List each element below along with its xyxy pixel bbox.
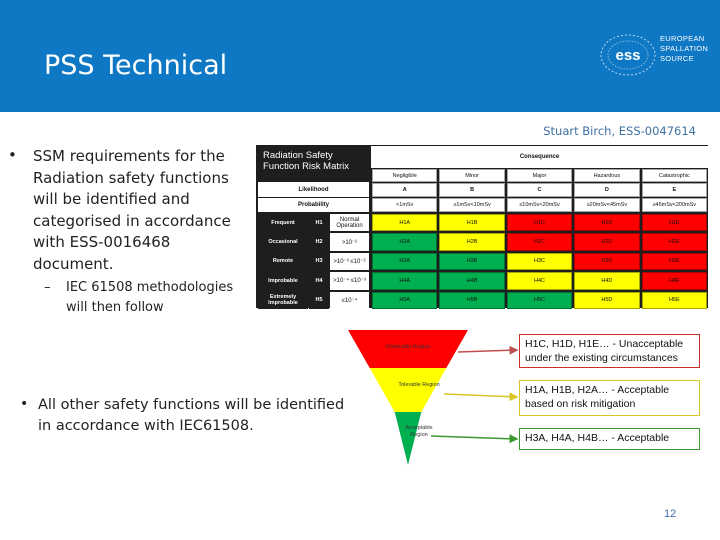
dose-range: ≥20mSv<45mSv [574,198,639,212]
other-safety-functions-text: All other safety functions will be identified in accordance with IEC61508. [38,397,345,434]
dose-range: <1mSv [372,198,437,212]
slide-title: PSS Technical [44,50,228,81]
mitigation-callout: H1A, H1B, H2A… - Acceptable based on risk mitigation [519,380,700,416]
slide-header [0,0,720,112]
likelihood-name: Extremely Improbable [258,292,308,309]
risk-cell: H4B [439,272,504,289]
logo-line: SPALLATION [660,44,709,53]
risk-cell: H4D [574,272,639,289]
severity-header: Minor [439,169,504,182]
risk-cell: H3A [372,253,437,270]
tolerable-region-zone [370,368,447,412]
acceptable-region-label: Acceptable Region [405,425,433,438]
likelihood-header: Likelihood [258,182,369,197]
risk-cell: H3D [574,253,639,270]
risk-cell: H1B [439,214,504,231]
logo-line: SOURCE [660,54,694,63]
author-reference: Stuart Birch, ESS-0047614 [543,124,696,138]
probability-value: Normal Operation [330,214,369,231]
risk-cell: H2B [439,233,504,250]
severity-letter: B [439,183,504,197]
tolerable-region-label: Tolerable Region [398,382,440,388]
risk-cell: H1E [642,214,707,231]
unacceptable-callout: H1C, H1D, H1E… - Unacceptable under the existing circumstances [519,334,700,368]
iec-methodologies-text: IEC 61508 methodologies will then follow [66,280,234,315]
likelihood-name: Occasional [258,233,308,250]
risk-cell: H3B [439,253,504,270]
likelihood-code: H1 [309,214,329,231]
risk-cell: H1A [372,214,437,231]
severity-header: Negligible [372,169,437,182]
sub-bullet-marker: – [44,280,51,295]
sub-bullet [44,278,254,318]
probability-value: >10⁻⁴ ≤10⁻³ [330,272,369,289]
likelihood-code: H5 [309,292,329,309]
risk-cell: H2C [507,233,572,250]
risk-cell: H5C [507,292,572,309]
risk-cell: H5E [642,292,707,309]
ess-logo-text [660,34,708,64]
dose-range: ≥10mSv<20mSv [507,198,572,212]
probability-value: ≤10⁻⁴ [330,292,369,309]
severity-letter: A [372,183,437,197]
risk-cell: H4C [507,272,572,289]
severity-header: Catastrophic [642,169,707,182]
risk-cell: H3E [642,253,707,270]
likelihood-name: Improbable [258,272,308,289]
risk-cell: H5A [372,292,437,309]
bullet-marker: • [8,146,17,164]
probability-header: Probability [258,198,369,212]
risk-cell: H2D [574,233,639,250]
dose-range: ≥45mSv<200mSv [642,198,707,212]
probability-value: >10⁻³ ≤10⁻² [330,253,369,270]
risk-cell: H5B [439,292,504,309]
probability-value: >10⁻² [330,233,369,250]
severity-letter: C [507,183,572,197]
risk-cell: H2E [642,233,707,250]
ess-logo-mark: ess [615,47,641,64]
consequence-header: Consequence [371,146,708,168]
likelihood-code: H2 [309,233,329,250]
likelihood-name: Remote [258,253,308,270]
acceptable-callout: H3A, H4A, H4B… - Acceptable [519,428,700,450]
likelihood-code: H4 [309,272,329,289]
likelihood-code: H3 [309,253,329,270]
severity-letter: D [574,183,639,197]
risk-cell: H1C [507,214,572,231]
logo-line: EUROPEAN [660,34,705,43]
risk-cell: H1D [574,214,639,231]
ess-logo [598,30,716,80]
ssm-requirements-text: SSM requirements for the Radiation safety functions will be identified and categorised in accordance with ESS-0016468 document. [33,147,231,273]
severity-letter: E [642,183,707,197]
bullet-marker: • [20,396,29,412]
risk-cell: H4E [642,272,707,289]
risk-cell: H3C [507,253,572,270]
severity-header: Major [507,169,572,182]
ess-logo-icon [598,30,658,80]
risk-cell: H2A [372,233,437,250]
risk-cell: H4A [372,272,437,289]
risk-matrix-title: Radiation Safety Function Risk Matrix [263,150,350,172]
likelihood-name: Frequent [258,214,308,231]
risk-cell: H5D [574,292,639,309]
severity-header: Hazardous [574,169,639,182]
intolerable-region-label: Intolerable Region [385,344,431,350]
page-number: 12 [664,508,677,520]
dose-range: ≥1mSv<10mSv [439,198,504,212]
